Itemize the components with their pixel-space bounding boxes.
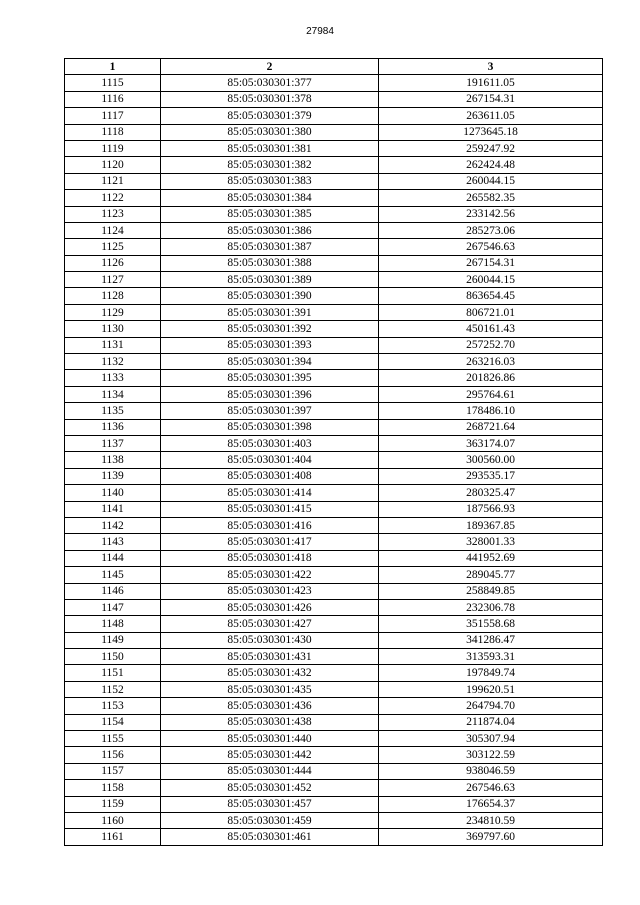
value-cell: 450161.43 bbox=[379, 321, 603, 337]
table-row bbox=[65, 288, 603, 304]
cadastral-number-cell: 85:05:030301:459 bbox=[161, 812, 379, 828]
value-cell: 300560.00 bbox=[379, 452, 603, 468]
table-row bbox=[65, 239, 603, 255]
row-number-cell: 1121 bbox=[65, 173, 161, 189]
row-number-cell: 1116 bbox=[65, 91, 161, 107]
value-cell: 341286.47 bbox=[379, 632, 603, 648]
row-number-cell: 1128 bbox=[65, 288, 161, 304]
cadastral-number-cell: 85:05:030301:389 bbox=[161, 272, 379, 288]
row-number-cell: 1140 bbox=[65, 485, 161, 501]
value-cell: 201826.86 bbox=[379, 370, 603, 386]
value-cell: 199620.51 bbox=[379, 681, 603, 697]
table-row bbox=[65, 780, 603, 796]
cadastral-number-cell: 85:05:030301:414 bbox=[161, 485, 379, 501]
cadastral-number-cell: 85:05:030301:390 bbox=[161, 288, 379, 304]
row-number-cell: 1153 bbox=[65, 698, 161, 714]
value-cell: 267154.31 bbox=[379, 255, 603, 271]
row-number-cell: 1122 bbox=[65, 190, 161, 206]
cadastral-number-cell: 85:05:030301:435 bbox=[161, 681, 379, 697]
row-number-cell: 1155 bbox=[65, 731, 161, 747]
cadastral-number-cell: 85:05:030301:427 bbox=[161, 616, 379, 632]
value-cell: 863654.45 bbox=[379, 288, 603, 304]
value-cell: 178486.10 bbox=[379, 403, 603, 419]
cadastral-number-cell: 85:05:030301:380 bbox=[161, 124, 379, 140]
cadastral-number-cell: 85:05:030301:387 bbox=[161, 239, 379, 255]
row-number-cell: 1150 bbox=[65, 649, 161, 665]
value-cell: 258849.85 bbox=[379, 583, 603, 599]
cadastral-number-cell: 85:05:030301:408 bbox=[161, 468, 379, 484]
row-number-cell: 1126 bbox=[65, 255, 161, 271]
cadastral-number-cell: 85:05:030301:377 bbox=[161, 75, 379, 91]
value-cell: 197849.74 bbox=[379, 665, 603, 681]
cadastral-number-cell: 85:05:030301:422 bbox=[161, 567, 379, 583]
value-cell: 260044.15 bbox=[379, 173, 603, 189]
cadastral-number-cell: 85:05:030301:442 bbox=[161, 747, 379, 763]
table-row bbox=[65, 157, 603, 173]
value-cell: 263611.05 bbox=[379, 108, 603, 124]
cadastral-number-cell: 85:05:030301:438 bbox=[161, 714, 379, 730]
row-number-cell: 1138 bbox=[65, 452, 161, 468]
table-row bbox=[65, 665, 603, 681]
table-row bbox=[65, 255, 603, 271]
value-cell: 189367.85 bbox=[379, 517, 603, 533]
row-number-cell: 1143 bbox=[65, 534, 161, 550]
value-cell: 1273645.18 bbox=[379, 124, 603, 140]
cadastral-number-cell: 85:05:030301:432 bbox=[161, 665, 379, 681]
table-row bbox=[65, 206, 603, 222]
page-number: 27984 bbox=[306, 26, 334, 37]
table-row bbox=[65, 304, 603, 320]
value-cell: 265582.35 bbox=[379, 190, 603, 206]
cadastral-number-cell: 85:05:030301:388 bbox=[161, 255, 379, 271]
cadastral-number-cell: 85:05:030301:394 bbox=[161, 354, 379, 370]
row-number-cell: 1145 bbox=[65, 567, 161, 583]
table-row bbox=[65, 190, 603, 206]
row-number-cell: 1115 bbox=[65, 75, 161, 91]
row-number-cell: 1135 bbox=[65, 403, 161, 419]
cadastral-number-cell: 85:05:030301:426 bbox=[161, 599, 379, 615]
value-cell: 363174.07 bbox=[379, 435, 603, 451]
row-number-cell: 1149 bbox=[65, 632, 161, 648]
cadastral-number-cell: 85:05:030301:386 bbox=[161, 222, 379, 238]
value-cell: 267546.63 bbox=[379, 239, 603, 255]
cadastral-number-cell: 85:05:030301:461 bbox=[161, 829, 379, 845]
row-number-cell: 1132 bbox=[65, 354, 161, 370]
row-number-cell: 1157 bbox=[65, 763, 161, 779]
cadastral-number-cell: 85:05:030301:418 bbox=[161, 550, 379, 566]
table-header-row bbox=[65, 59, 603, 75]
cadastral-number-cell: 85:05:030301:384 bbox=[161, 190, 379, 206]
row-number-cell: 1130 bbox=[65, 321, 161, 337]
table-row bbox=[65, 337, 603, 353]
table-row bbox=[65, 435, 603, 451]
value-cell: 260044.15 bbox=[379, 272, 603, 288]
row-number-cell: 1117 bbox=[65, 108, 161, 124]
value-cell: 441952.69 bbox=[379, 550, 603, 566]
value-cell: 257252.70 bbox=[379, 337, 603, 353]
cadastral-number-cell: 85:05:030301:416 bbox=[161, 517, 379, 533]
row-number-cell: 1154 bbox=[65, 714, 161, 730]
row-number-cell: 1146 bbox=[65, 583, 161, 599]
value-cell: 313593.31 bbox=[379, 649, 603, 665]
row-number-cell: 1133 bbox=[65, 370, 161, 386]
cadastral-number-cell: 85:05:030301:378 bbox=[161, 91, 379, 107]
row-number-cell: 1120 bbox=[65, 157, 161, 173]
cadastral-number-cell: 85:05:030301:404 bbox=[161, 452, 379, 468]
value-cell: 295764.61 bbox=[379, 386, 603, 402]
table-row bbox=[65, 534, 603, 550]
row-number-cell: 1151 bbox=[65, 665, 161, 681]
table-row bbox=[65, 386, 603, 402]
table-row bbox=[65, 829, 603, 845]
cadastral-number-cell: 85:05:030301:431 bbox=[161, 649, 379, 665]
row-number-cell: 1159 bbox=[65, 796, 161, 812]
table-row bbox=[65, 731, 603, 747]
cadastral-number-cell: 85:05:030301:392 bbox=[161, 321, 379, 337]
cadastral-number-cell: 85:05:030301:444 bbox=[161, 763, 379, 779]
value-cell: 262424.48 bbox=[379, 157, 603, 173]
table-row bbox=[65, 108, 603, 124]
table-row bbox=[65, 272, 603, 288]
table-body bbox=[65, 75, 603, 845]
value-cell: 369797.60 bbox=[379, 829, 603, 845]
cadastral-number-cell: 85:05:030301:396 bbox=[161, 386, 379, 402]
cadastral-number-cell: 85:05:030301:393 bbox=[161, 337, 379, 353]
table-row bbox=[65, 517, 603, 533]
table-row bbox=[65, 812, 603, 828]
table-row bbox=[65, 370, 603, 386]
row-number-cell: 1139 bbox=[65, 468, 161, 484]
table-row bbox=[65, 140, 603, 156]
value-cell: 234810.59 bbox=[379, 812, 603, 828]
row-number-cell: 1129 bbox=[65, 304, 161, 320]
table-row bbox=[65, 485, 603, 501]
row-number-cell: 1127 bbox=[65, 272, 161, 288]
table-row bbox=[65, 616, 603, 632]
row-number-cell: 1134 bbox=[65, 386, 161, 402]
value-cell: 280325.47 bbox=[379, 485, 603, 501]
row-number-cell: 1137 bbox=[65, 435, 161, 451]
value-cell: 232306.78 bbox=[379, 599, 603, 615]
table-row bbox=[65, 632, 603, 648]
value-cell: 806721.01 bbox=[379, 304, 603, 320]
cadastral-number-cell: 85:05:030301:398 bbox=[161, 419, 379, 435]
table-row bbox=[65, 75, 603, 91]
table-row bbox=[65, 550, 603, 566]
row-number-cell: 1118 bbox=[65, 124, 161, 140]
value-cell: 303122.59 bbox=[379, 747, 603, 763]
row-number-cell: 1142 bbox=[65, 517, 161, 533]
value-cell: 285273.06 bbox=[379, 222, 603, 238]
value-cell: 268721.64 bbox=[379, 419, 603, 435]
value-cell: 293535.17 bbox=[379, 468, 603, 484]
row-number-cell: 1160 bbox=[65, 812, 161, 828]
table-row bbox=[65, 173, 603, 189]
table-row bbox=[65, 91, 603, 107]
row-number-cell: 1144 bbox=[65, 550, 161, 566]
value-cell: 233142.56 bbox=[379, 206, 603, 222]
column-header-2: 2 bbox=[161, 59, 379, 75]
row-number-cell: 1131 bbox=[65, 337, 161, 353]
table-row bbox=[65, 599, 603, 615]
value-cell: 289045.77 bbox=[379, 567, 603, 583]
cadastral-number-cell: 85:05:030301:403 bbox=[161, 435, 379, 451]
column-header-3: 3 bbox=[379, 59, 603, 75]
cadastral-number-cell: 85:05:030301:385 bbox=[161, 206, 379, 222]
row-number-cell: 1123 bbox=[65, 206, 161, 222]
table-row bbox=[65, 124, 603, 140]
table-row bbox=[65, 222, 603, 238]
value-cell: 191611.05 bbox=[379, 75, 603, 91]
table-row bbox=[65, 714, 603, 730]
value-cell: 305307.94 bbox=[379, 731, 603, 747]
row-number-cell: 1136 bbox=[65, 419, 161, 435]
table-row bbox=[65, 681, 603, 697]
table-row bbox=[65, 747, 603, 763]
table-row bbox=[65, 501, 603, 517]
value-cell: 211874.04 bbox=[379, 714, 603, 730]
row-number-cell: 1125 bbox=[65, 239, 161, 255]
cadastral-number-cell: 85:05:030301:436 bbox=[161, 698, 379, 714]
value-cell: 176654.37 bbox=[379, 796, 603, 812]
row-number-cell: 1158 bbox=[65, 780, 161, 796]
cadastral-number-cell: 85:05:030301:383 bbox=[161, 173, 379, 189]
table-row bbox=[65, 452, 603, 468]
cadastral-number-cell: 85:05:030301:457 bbox=[161, 796, 379, 812]
value-cell: 267546.63 bbox=[379, 780, 603, 796]
cadastral-number-cell: 85:05:030301:379 bbox=[161, 108, 379, 124]
cadastral-number-cell: 85:05:030301:440 bbox=[161, 731, 379, 747]
cadastral-number-cell: 85:05:030301:397 bbox=[161, 403, 379, 419]
cadastral-number-cell: 85:05:030301:430 bbox=[161, 632, 379, 648]
value-cell: 351558.68 bbox=[379, 616, 603, 632]
table-row bbox=[65, 796, 603, 812]
value-cell: 264794.70 bbox=[379, 698, 603, 714]
cadastral-number-cell: 85:05:030301:415 bbox=[161, 501, 379, 517]
table-row bbox=[65, 583, 603, 599]
table-row bbox=[65, 763, 603, 779]
row-number-cell: 1152 bbox=[65, 681, 161, 697]
cadastral-number-cell: 85:05:030301:391 bbox=[161, 304, 379, 320]
cadastral-number-cell: 85:05:030301:452 bbox=[161, 780, 379, 796]
cadastral-number-cell: 85:05:030301:381 bbox=[161, 140, 379, 156]
row-number-cell: 1156 bbox=[65, 747, 161, 763]
value-cell: 267154.31 bbox=[379, 91, 603, 107]
row-number-cell: 1147 bbox=[65, 599, 161, 615]
table-row bbox=[65, 698, 603, 714]
cadastral-number-cell: 85:05:030301:382 bbox=[161, 157, 379, 173]
table-row bbox=[65, 567, 603, 583]
row-number-cell: 1119 bbox=[65, 140, 161, 156]
table-row bbox=[65, 468, 603, 484]
value-cell: 938046.59 bbox=[379, 763, 603, 779]
table-row bbox=[65, 354, 603, 370]
row-number-cell: 1124 bbox=[65, 222, 161, 238]
value-cell: 259247.92 bbox=[379, 140, 603, 156]
table-row bbox=[65, 419, 603, 435]
row-number-cell: 1141 bbox=[65, 501, 161, 517]
value-cell: 328001.33 bbox=[379, 534, 603, 550]
table-row bbox=[65, 321, 603, 337]
row-number-cell: 1148 bbox=[65, 616, 161, 632]
table-row bbox=[65, 649, 603, 665]
column-header-1: 1 bbox=[65, 59, 161, 75]
cadastral-number-cell: 85:05:030301:417 bbox=[161, 534, 379, 550]
value-cell: 187566.93 bbox=[379, 501, 603, 517]
cadastral-number-cell: 85:05:030301:395 bbox=[161, 370, 379, 386]
cadastral-number-cell: 85:05:030301:423 bbox=[161, 583, 379, 599]
cadastral-value-table bbox=[64, 58, 603, 846]
row-number-cell: 1161 bbox=[65, 829, 161, 845]
table-row bbox=[65, 403, 603, 419]
value-cell: 263216.03 bbox=[379, 354, 603, 370]
